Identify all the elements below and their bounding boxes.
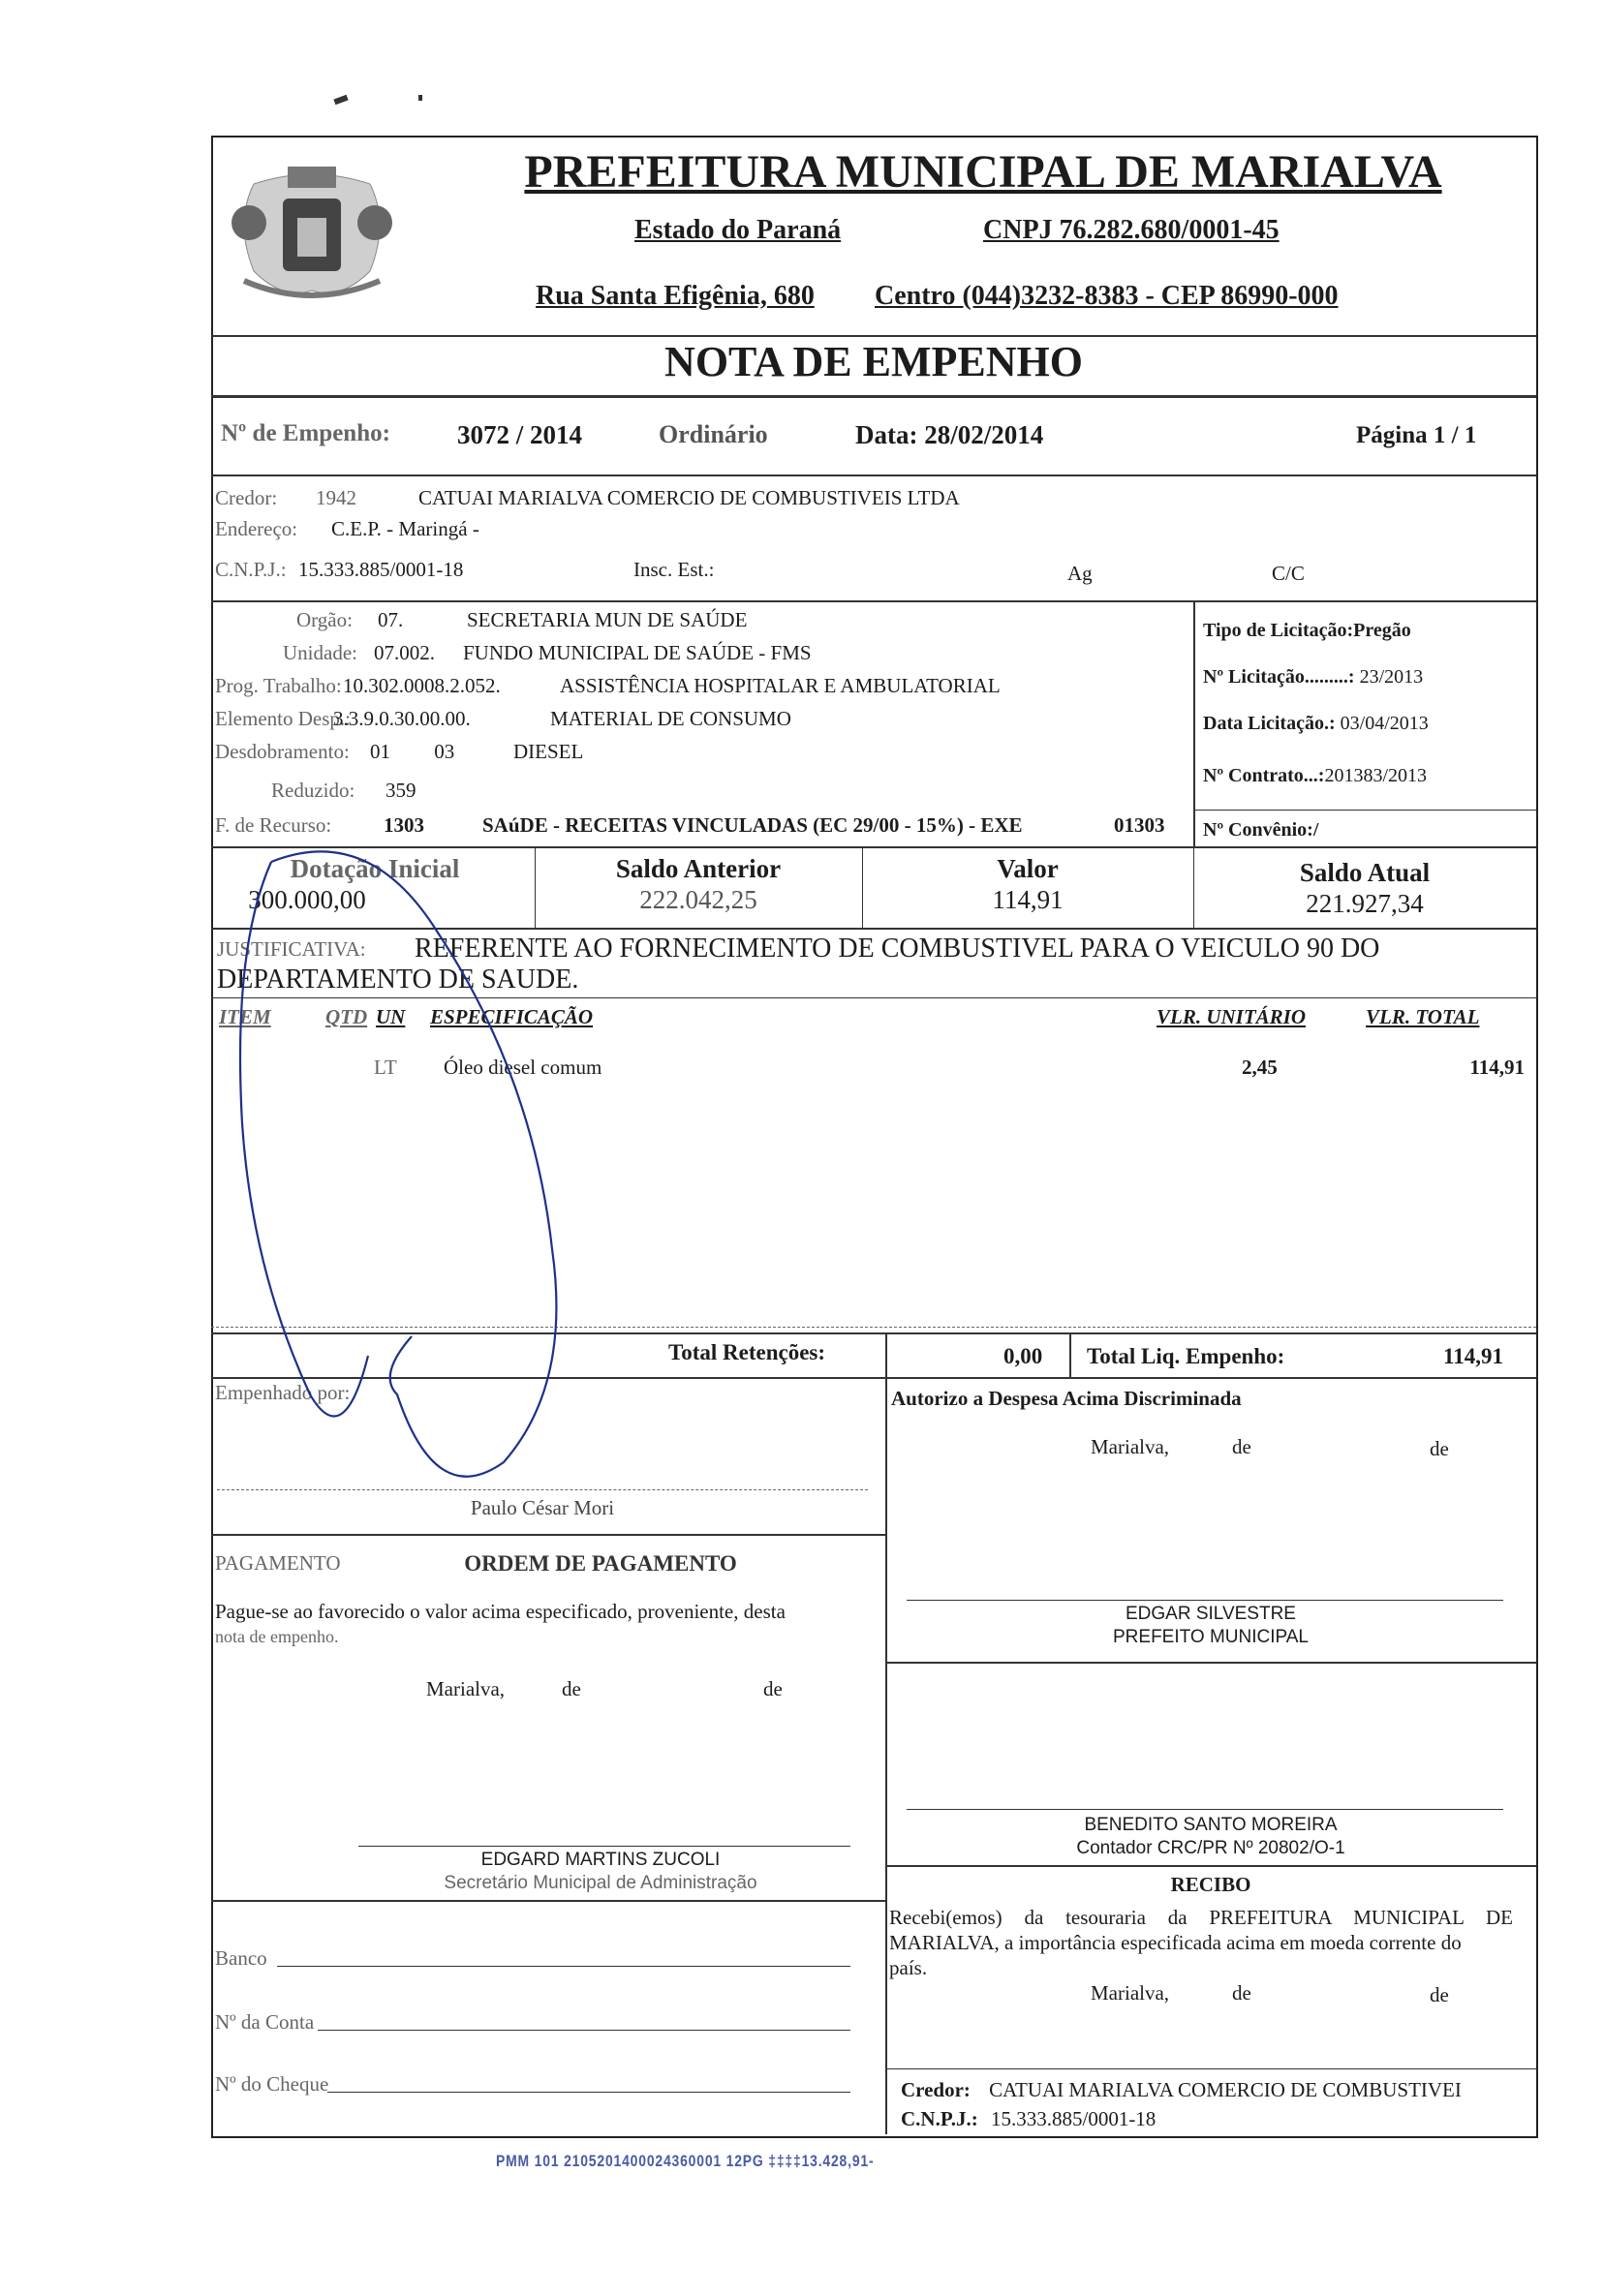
ordem-title: ORDEM DE PAGAMENTO	[464, 1551, 737, 1576]
contrato	[1203, 765, 1427, 787]
recibo-de2: de	[1430, 1983, 1449, 2006]
col-unit: VLR. UNITÁRIO	[1157, 1005, 1307, 1028]
header-title: PREFEITURA MUNICIPAL DE MARIALVA	[524, 146, 1442, 198]
credor-label: Credor:	[215, 486, 278, 509]
handwritten-mark	[213, 833, 620, 1511]
recibo-text-line2: MARIALVA, a importância especificada acima em moeda corrente do	[889, 1931, 1462, 1954]
coat-of-arms-logo	[215, 145, 409, 305]
total-retencoes-value: 0,00	[1003, 1344, 1043, 1368]
empenho-type: Ordinário	[659, 420, 768, 448]
header-district-phone-cep: Centro (044)3232-8383 - CEP 86990-000	[875, 281, 1339, 311]
orgao-row	[215, 608, 1174, 637]
unidade-code: 07.002.	[374, 641, 435, 664]
empenho-label: Nº de Empenho:	[221, 420, 390, 446]
scan-mark	[333, 95, 348, 105]
payment-stamp: PMM 101 2105201400024360001 12PG ‡‡‡‡13.428,91-	[496, 2152, 875, 2170]
recibo-title: RECIBO	[1170, 1873, 1251, 1896]
ordem-de1: de	[562, 1677, 581, 1700]
col-un: UN	[376, 1005, 406, 1028]
saldo-anterior-label: Saldo Anterior	[615, 854, 782, 883]
doc-title: NOTA DE EMPENHO	[664, 338, 1083, 385]
prog-trabalho-code: 10.302.0008.2.052.	[343, 674, 501, 697]
reduzido-label: Reduzido:	[271, 779, 355, 802]
empenho-date: Data: 28/02/2014	[855, 420, 1044, 449]
elemento-label: Elemento Desp.:	[215, 707, 351, 730]
saldo-anterior-value: 222.042,25	[639, 885, 757, 914]
prog-trabalho-desc: ASSISTÊNCIA HOSPITALAR E AMBULATORIAL	[560, 674, 1001, 697]
desdobramento-label: Desdobramento:	[215, 740, 350, 763]
item-total: 114,91	[1469, 1056, 1525, 1079]
total-liq-value: 114,91	[1443, 1344, 1503, 1368]
convenio: Nº Convênio:/	[1203, 819, 1319, 841]
saldo-atual-label: Saldo Atual	[1299, 858, 1431, 887]
header-cnpj: CNPJ 76.282.680/0001-45	[983, 215, 1280, 245]
unidade-label: Unidade:	[283, 641, 357, 664]
col-qtd: QTD	[325, 1005, 368, 1028]
justificativa-line2: DEPARTAMENTO DE SAUDE.	[217, 964, 579, 995]
unidade-row	[215, 641, 1174, 670]
desdobramento-desc: DIESEL	[513, 740, 584, 763]
pagamento-label: PAGAMENTO	[215, 1551, 341, 1575]
licitacao-data	[1203, 713, 1429, 735]
unidade-desc: FUNDO MUNICIPAL DE SAÚDE - FMS	[463, 641, 812, 664]
contrato-label: Nº Contrato...:	[1203, 765, 1325, 786]
ordem-text-line2: nota de empenho.	[215, 1627, 339, 1646]
empenhado-name: Paulo César Mori	[470, 1496, 615, 1519]
tipo-licitacao: Tipo de Licitação:Pregão	[1203, 620, 1411, 641]
ordem-signer: EDGARD MARTINS ZUCOLI	[480, 1850, 721, 1870]
recibo-credor	[901, 2078, 1462, 2102]
ag-label: Ag	[1067, 562, 1093, 585]
licitacao-data-value: 03/04/2013	[1340, 713, 1429, 734]
desdobramento-code: 01 03	[370, 740, 455, 763]
conta-label: Nº da Conta	[215, 2010, 315, 2034]
contrato-value: 201383/2013	[1324, 765, 1428, 786]
autorizo-de1: de	[1232, 1435, 1251, 1458]
fonte-label: F. de Recurso:	[215, 813, 332, 837]
dotacao-inicial-value: 300.000,00	[248, 885, 366, 914]
contador-title: Contador CRC/PR Nº 20802/O-1	[1076, 1838, 1345, 1858]
banco-label: Banco	[215, 1946, 267, 1970]
orgao-label: Orgão:	[296, 608, 353, 631]
reduzido-code: 359	[386, 779, 416, 802]
justificativa-label: JUSTIFICATIVA:	[217, 937, 366, 961]
endereco-value: C.E.P. - Maringá -	[331, 517, 479, 540]
licitacao-numero-value: 23/2013	[1359, 666, 1424, 688]
empenhado-label: Empenhado por:	[215, 1381, 351, 1404]
autorizo-text: Autorizo a Despesa Acima Discriminada	[891, 1387, 1242, 1410]
insc-est-label: Insc. Est.:	[633, 558, 715, 581]
item-spec: Óleo diesel comum	[444, 1056, 602, 1079]
autorizo-city: Marialva,	[1091, 1435, 1170, 1458]
cheque-label: Nº do Cheque	[215, 2072, 329, 2096]
valor-label: Valor	[997, 854, 1059, 883]
contador-name: BENEDITO SANTO MOREIRA	[1084, 1815, 1338, 1835]
autorizo-de2: de	[1430, 1437, 1449, 1460]
elemento-desc: MATERIAL DE CONSUMO	[550, 707, 791, 730]
fonte-desc: SAúDE - RECEITAS VINCULADAS (EC 29/00 - 15%) - EXE	[482, 813, 1023, 837]
fonte-code2: 01303	[1114, 813, 1165, 837]
prog-trabalho-label: Prog. Trabalho:	[215, 674, 342, 697]
dotacao-inicial-label: Dotação Inicial	[290, 854, 460, 883]
ordem-signer-title: Secretário Municipal de Administração	[444, 1873, 757, 1893]
recibo-text-line1: Recebi(emos) da tesouraria da PREFEITURA MUNICIPAL DE	[889, 1906, 1513, 1929]
licitacao-data-label: Data Licitação.:	[1203, 713, 1336, 734]
autorizo-signer-title: PREFEITO MUNICIPAL	[1113, 1627, 1309, 1647]
item-un: LT	[374, 1056, 397, 1079]
recibo-cnpj-label: C.N.P.J.:	[901, 2107, 978, 2130]
item-unit: 2,45	[1242, 1056, 1278, 1079]
elemento-code: 3.3.9.0.30.00.00.	[333, 707, 471, 730]
valor-value: 114,91	[992, 885, 1064, 914]
prog-trabalho-row	[215, 674, 1174, 703]
recibo-de1: de	[1232, 1981, 1251, 2005]
empenho-number: 3072 / 2014	[457, 420, 583, 449]
fonte-code: 1303	[384, 813, 424, 837]
page-number: Página 1 / 1	[1356, 422, 1477, 448]
recibo-cnpj	[901, 2107, 1156, 2131]
col-spec: ESPECIFICAÇÃO	[430, 1005, 594, 1028]
credor-name: CATUAI MARIALVA COMERCIO DE COMBUSTIVEIS LTDA	[418, 486, 960, 509]
cc-label: C/C	[1272, 562, 1305, 585]
ordem-city: Marialva,	[426, 1677, 506, 1700]
ordem-text-line1: Pague-se ao favorecido o valor acima especificado, proveniente, desta	[215, 1600, 786, 1623]
cnpj-value: 15.333.885/0001-18	[298, 558, 464, 581]
licitacao-numero-label: Nº Licitação.........:	[1203, 666, 1355, 688]
desdobramento-row	[215, 740, 1174, 769]
total-liq-label: Total Liq. Empenho:	[1087, 1344, 1285, 1368]
recibo-credor-value: CATUAI MARIALVA COMERCIO DE COMBUSTIVEI	[989, 2078, 1462, 2101]
scan-mark	[418, 95, 422, 101]
elemento-row	[215, 707, 1174, 736]
header-address: Rua Santa Efigênia, 680	[536, 281, 815, 311]
orgao-code: 07.	[378, 608, 404, 631]
total-retencoes-label: Total Retenções:	[668, 1340, 826, 1364]
credor-code: 1942	[316, 486, 356, 509]
justificativa-line1: REFERENTE AO FORNECIMENTO DE COMBUSTIVEL PARA O VEICULO 90 DO	[415, 934, 1380, 964]
ordem-de2: de	[763, 1677, 783, 1700]
orgao-desc: SECRETARIA MUN DE SAÚDE	[467, 608, 748, 631]
autorizo-signer: EDGAR SILVESTRE	[1126, 1604, 1296, 1624]
col-item: ITEM	[219, 1005, 271, 1028]
reduzido-row	[215, 779, 1174, 808]
recibo-credor-label: Credor:	[901, 2078, 971, 2101]
endereco-label: Endereço:	[215, 517, 298, 540]
col-total: VLR. TOTAL	[1366, 1005, 1480, 1028]
recibo-city: Marialva,	[1091, 1981, 1170, 2005]
header-state: Estado do Paraná	[634, 215, 842, 245]
recibo-text-line3: país.	[889, 1956, 928, 1979]
cnpj-label: C.N.P.J.:	[215, 558, 287, 581]
licitacao-numero	[1203, 666, 1423, 689]
saldo-atual-value: 221.927,34	[1306, 889, 1424, 918]
recibo-cnpj-value: 15.333.885/0001-18	[990, 2107, 1157, 2130]
